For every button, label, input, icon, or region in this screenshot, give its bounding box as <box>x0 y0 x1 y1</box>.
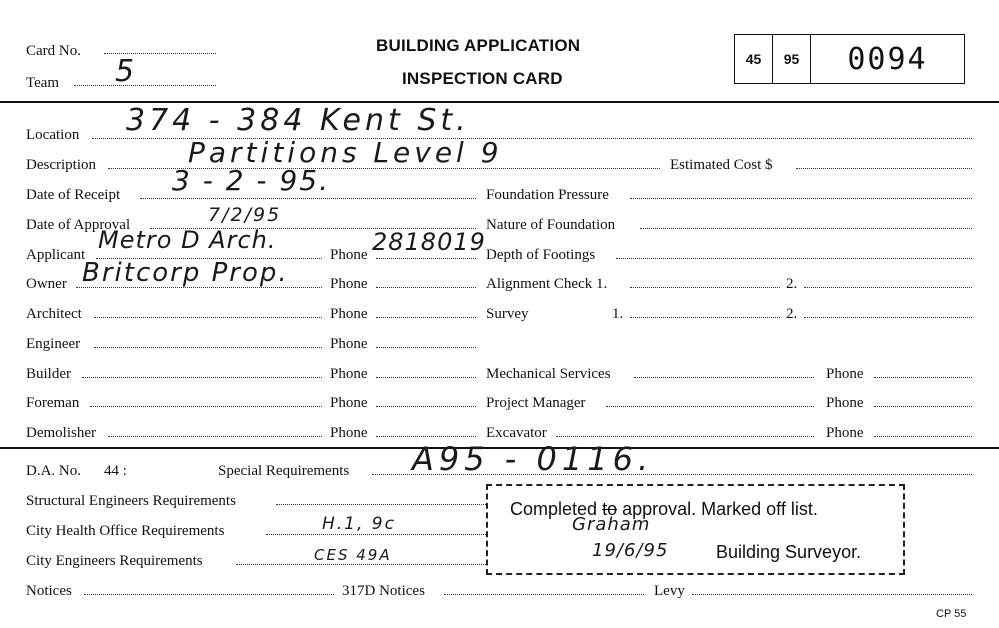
applicant-value: Metro D Arch. <box>98 226 277 254</box>
card-no-label: Card No. <box>26 43 81 59</box>
survey-label-1: 1. <box>612 306 624 322</box>
foundation-pressure-label: Foundation Pressure <box>486 187 609 203</box>
location-label: Location <box>26 127 80 143</box>
stamp-signature: Graham <box>572 514 651 535</box>
description-value: Partitions Level 9 <box>188 136 503 169</box>
demolisher-phone-line <box>376 435 476 437</box>
architect-label: Architect <box>26 306 82 322</box>
alignment-check-line-1 <box>630 286 780 288</box>
architect-phone-label: Phone <box>330 306 368 322</box>
date-of-receipt-label: Date of Receipt <box>26 187 121 203</box>
team-value: 5 <box>115 54 137 89</box>
foreman-phone-label: Phone <box>330 395 368 411</box>
da-no-label: D.A. No. <box>26 463 81 479</box>
applicant-phone-value: 2818019 <box>372 228 486 256</box>
project-manager-line <box>606 405 814 407</box>
levy-line <box>692 593 972 595</box>
notices-label: Notices <box>26 583 72 599</box>
engineer-phone-line <box>376 346 476 348</box>
date-of-approval-label: Date of Approval <box>26 217 131 233</box>
footer-code: CP 55 <box>936 608 967 620</box>
alignment-check-label: Alignment Check 1. <box>486 276 608 292</box>
structural-requirements-label: Structural Engineers Requirements <box>26 493 236 509</box>
excavator-phone-line <box>874 435 972 437</box>
builder-phone-line <box>376 376 476 378</box>
architect-phone-line <box>376 316 476 318</box>
structural-requirements-line <box>276 503 486 505</box>
team-label: Team <box>26 75 60 91</box>
survey-label: Survey <box>486 306 529 322</box>
city-engineers-requirements-value: CES 49A <box>314 546 392 564</box>
owner-value: Britcorp Prop. <box>82 258 289 288</box>
demolisher-label: Demolisher <box>26 425 96 441</box>
title-line-2: INSPECTION CARD <box>402 69 563 88</box>
foreman-phone-line <box>376 405 476 407</box>
mechanical-phone-label: Phone <box>826 366 864 382</box>
owner-phone-label: Phone <box>330 276 368 292</box>
date-of-receipt-line <box>140 197 476 199</box>
stamp-line-1 <box>510 499 818 520</box>
applicant-phone-line <box>376 257 476 259</box>
stamp-role: Building Surveyor. <box>716 542 862 562</box>
depth-of-footings-line <box>616 257 972 259</box>
special-requirements-value: A95 - 0116. <box>412 440 654 478</box>
date-of-approval-value: 7/2/95 <box>208 204 282 226</box>
engineer-phone-label: Phone <box>330 336 368 352</box>
builder-phone-label: Phone <box>330 366 368 382</box>
stamp-date: 19/6/95 <box>592 540 669 561</box>
stamp-completed: Completed <box>510 499 598 519</box>
estimated-cost-line <box>796 167 972 169</box>
nature-of-foundation-label: Nature of Foundation <box>486 217 616 233</box>
health-requirements-label: City Health Office Requirements <box>26 523 225 539</box>
notices-317d-label: 317D Notices <box>342 583 425 599</box>
architect-line <box>94 316 322 318</box>
foreman-label: Foreman <box>26 395 80 411</box>
owner-phone-line <box>376 286 476 288</box>
title-line-1: BUILDING APPLICATION <box>376 36 581 55</box>
levy-label: Levy <box>654 583 685 599</box>
demolisher-phone-label: Phone <box>330 425 368 441</box>
health-requirements-value: H.1, 9c <box>322 514 396 534</box>
applicant-phone-label: Phone <box>330 247 368 263</box>
depth-of-footings-label: Depth of Footings <box>486 247 596 263</box>
builder-line <box>82 376 322 378</box>
date-of-receipt-value: 3 - 2 - 95. <box>172 164 330 197</box>
city-engineers-requirements-label: City Engineers Requirements <box>26 553 203 569</box>
notices-line <box>84 593 334 595</box>
estimated-cost-label: Estimated Cost $ <box>670 157 773 173</box>
application-number: 0094 <box>847 41 928 77</box>
notices-317d-line <box>444 593 644 595</box>
engineer-line <box>94 346 322 348</box>
excavator-label: Excavator <box>486 425 547 441</box>
survey-line-2 <box>804 316 972 318</box>
location-value: 374 - 384 Kent St. <box>126 103 470 138</box>
alignment-check-label-2: 2. <box>786 276 798 292</box>
project-manager-phone-label: Phone <box>826 395 864 411</box>
mechanical-services-label: Mechanical Services <box>486 366 611 382</box>
number-box-cell-1: 45 <box>735 35 773 83</box>
da-no-value: 44 : <box>104 463 127 479</box>
owner-label: Owner <box>26 276 67 292</box>
nature-of-foundation-line <box>640 227 972 229</box>
alignment-check-line-2 <box>804 286 972 288</box>
applicant-label: Applicant <box>26 247 86 263</box>
number-box-cell-2: 95 <box>773 35 811 83</box>
team-line <box>74 84 216 86</box>
mechanical-phone-line <box>874 376 972 378</box>
mechanical-services-line <box>634 376 814 378</box>
project-manager-label: Project Manager <box>486 395 586 411</box>
survey-line-1 <box>630 316 780 318</box>
engineer-label: Engineer <box>26 336 81 352</box>
builder-label: Builder <box>26 366 71 382</box>
stamp-to: to <box>602 499 618 519</box>
stamp-approval-text: approval. Marked off list. <box>622 499 818 519</box>
description-label: Description <box>26 157 96 173</box>
project-manager-phone-line <box>874 405 972 407</box>
demolisher-line <box>108 435 322 437</box>
approval-stamp <box>486 484 905 575</box>
excavator-line <box>556 435 814 437</box>
special-requirements-label: Special Requirements <box>218 463 350 479</box>
excavator-phone-label: Phone <box>826 425 864 441</box>
foundation-pressure-line <box>630 197 972 199</box>
foreman-line <box>90 405 322 407</box>
survey-label-2: 2. <box>786 306 798 322</box>
application-number-box <box>734 34 965 84</box>
